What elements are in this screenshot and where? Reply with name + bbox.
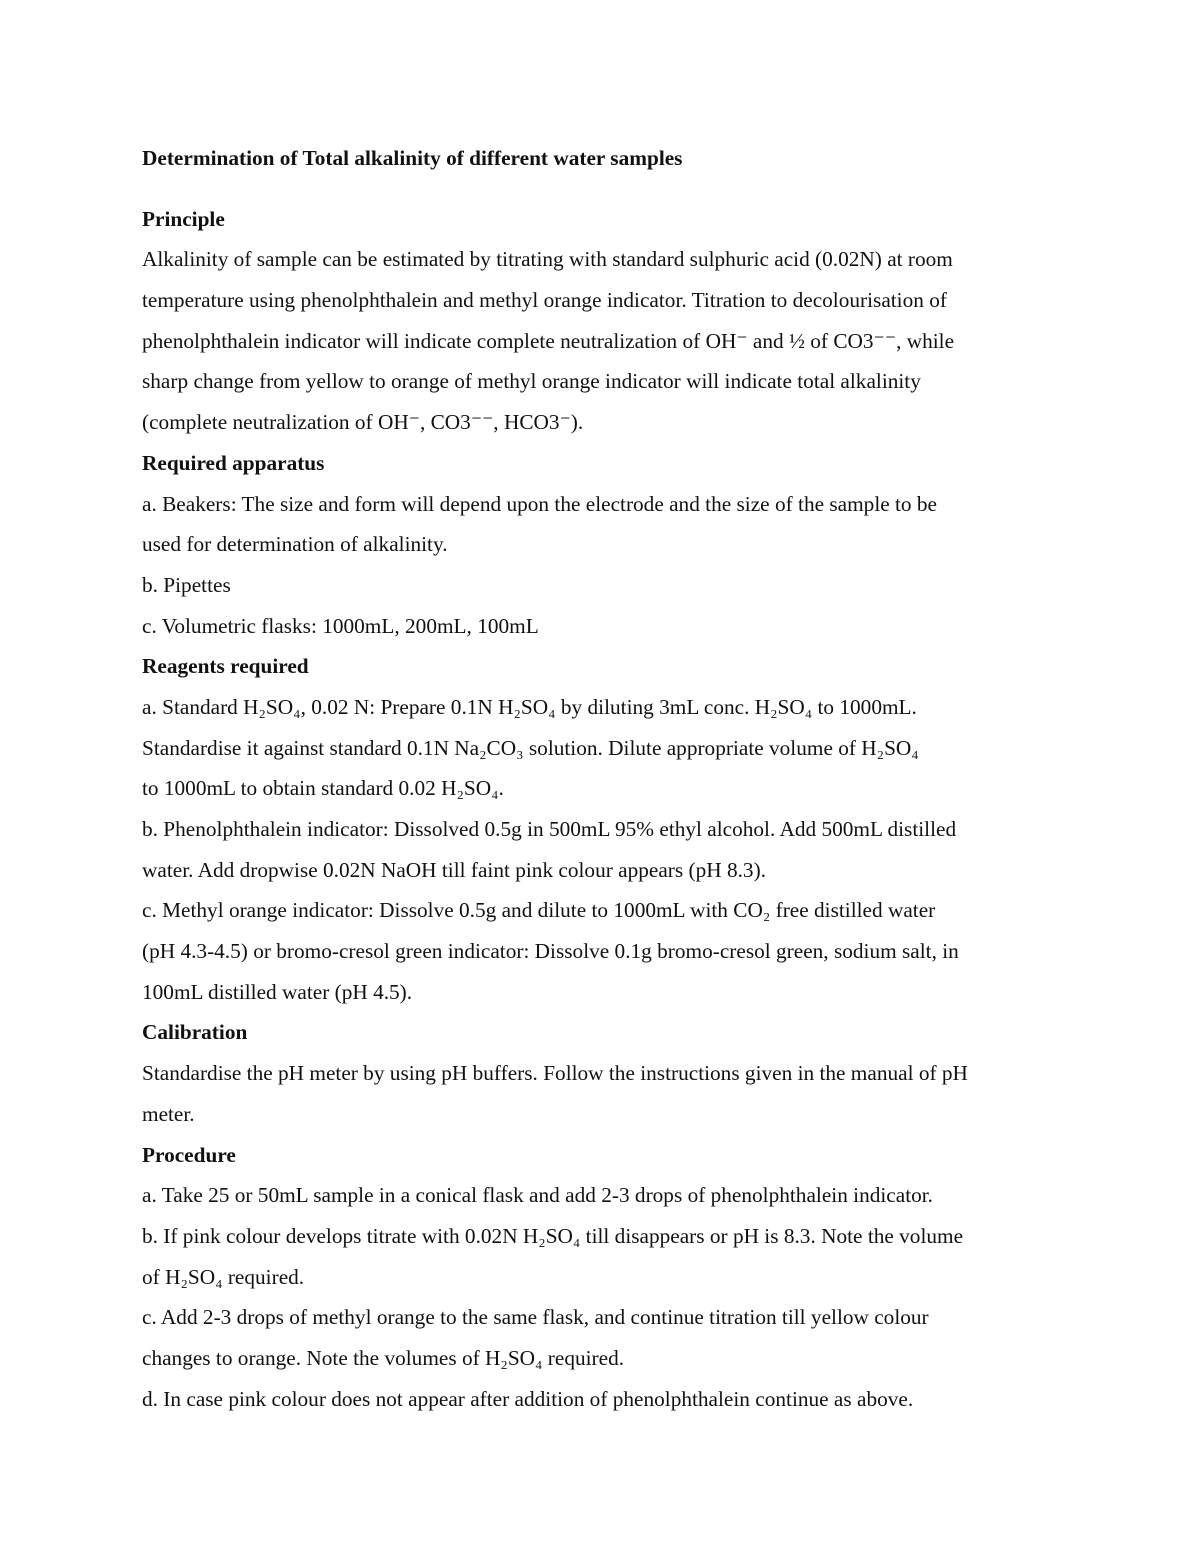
principle-line: temperature using phenolphthalein and methyl orange indicator. Titration to decolourisation of [142,288,947,313]
reagents-line: (pH 4.3-4.5) or bromo-cresol green indicator: Dissolve 0.1g bromo-cresol green, sodium salt, in [142,939,959,964]
principle-line: Alkalinity of sample can be estimated by titrating with standard sulphuric acid (0.02N) at room [142,247,953,272]
apparatus-line: used for determination of alkalinity. [142,532,448,557]
reagents-heading: Reagents required [142,654,309,679]
apparatus-line: a. Beakers: The size and form will depend upon the electrode and the size of the sample to be [142,491,938,516]
apparatus-heading: Required apparatus [142,450,325,475]
principle-line: (complete neutralization of OH⁻, CO3⁻⁻, HCO3⁻). [142,410,584,435]
document-title: Determination of Total alkalinity of different water samples [142,146,683,170]
procedure-line: a. Take 25 or 50mL sample in a conical flask and add 2-3 drops of phenolphthalein indicator. [142,1183,934,1208]
procedure-line: of H₂SO₄ required. [142,1264,305,1289]
reagents-line: 100mL distilled water (pH 4.5). [142,979,413,1004]
reagents-line: b. Phenolphthalein indicator: Dissolved 0.5g in 500mL 95% ethyl alcohol. Add 500mL distilled [142,817,957,841]
procedure-line: b. If pink colour develops titrate with 0.02N H₂SO₄ till disappears or pH is 8.3. Note the volume [142,1223,964,1248]
procedure-line: d. In case pink colour does not appear after addition of phenolphthalein continue as above. [142,1386,914,1411]
reagents-line: water. Add dropwise 0.02N NaOH till faint pink colour appears (pH 8.3). [142,857,766,882]
document-page [142,138,1062,1419]
reagents-line: Standardise it against standard 0.1N Na₂CO₃ solution. Dilute appropriate volume of H₂SO₄ [142,735,919,760]
calibration-heading: Calibration [142,1020,248,1045]
apparatus-line: c. Volumetric flasks: 1000mL, 200mL, 100mL [142,613,539,638]
reagents-line: c. Methyl orange indicator: Dissolve 0.5g and dilute to 1000mL with CO₂ free distilled water [142,898,936,923]
procedure-line: changes to orange. Note the volumes of H₂SO₄ required. [142,1345,625,1370]
procedure-line: c. Add 2-3 drops of methyl orange to the same flask, and continue titration till yellow colour [142,1305,929,1330]
title-spacer [142,179,1062,199]
calibration-line: meter. [142,1101,195,1126]
principle-heading: Principle [142,206,225,231]
principle-line: sharp change from yellow to orange of methyl orange indicator will indicate total alkalinity [142,369,921,394]
procedure-heading: Procedure [142,1142,236,1167]
apparatus-line: b. Pipettes [142,572,231,597]
calibration-line: Standardise the pH meter by using pH buffers. Follow the instructions given in the manual of pH [142,1061,968,1086]
principle-line: phenolphthalein indicator will indicate complete neutralization of OH⁻ and ½ of CO3⁻⁻, while [142,328,955,353]
reagents-line: a. Standard H₂SO₄, 0.02 N: Prepare 0.1N H₂SO₄ by diluting 3mL conc. H₂SO₄ to 1000mL. [142,694,917,719]
reagents-line: to 1000mL to obtain standard 0.02 H₂SO₄. [142,776,504,801]
